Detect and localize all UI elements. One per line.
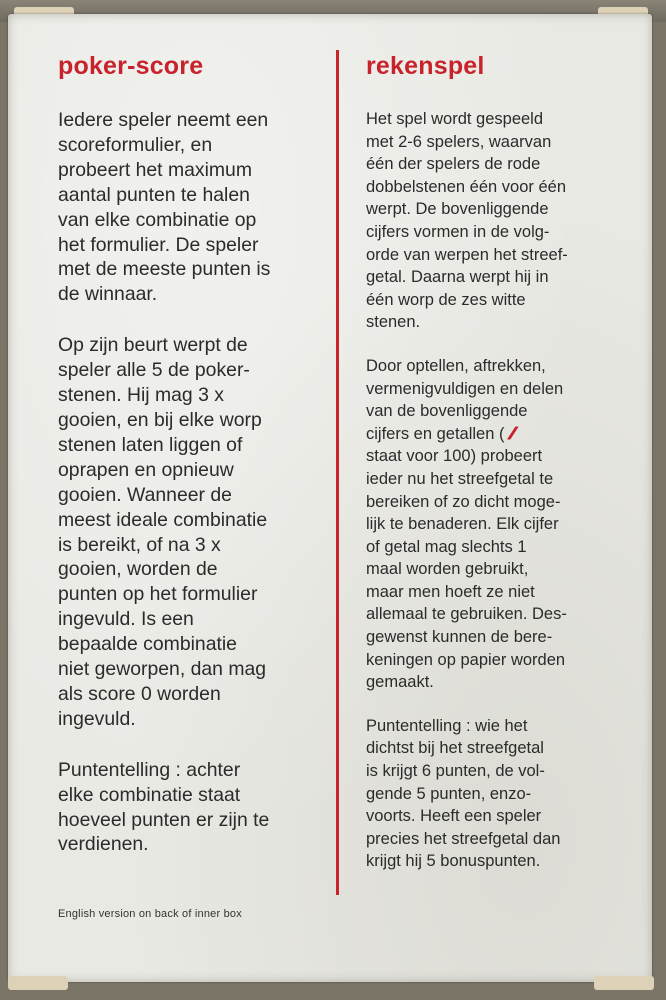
text-line: is bereikt, of na 3 x bbox=[58, 533, 221, 556]
text-line: getal. Daarna werpt hij in bbox=[366, 268, 549, 287]
text-line: cijfers vormen in de volg- bbox=[366, 222, 550, 241]
text-line: ieder nu het streefgetal te bbox=[366, 469, 554, 488]
text-line: voorts. Heeft een speler bbox=[366, 807, 542, 826]
text-line: is krijgt 6 punten, de vol- bbox=[366, 762, 545, 781]
text-line: stenen laten liggen of bbox=[58, 433, 243, 456]
text-line: speler alle 5 de poker- bbox=[58, 359, 250, 382]
text-line: lijk te benaderen. Elk cijfer bbox=[366, 515, 559, 534]
rekenspel-title: rekenspel bbox=[366, 52, 485, 80]
text-line: dobbelstenen één voor één bbox=[366, 177, 566, 196]
text-line: verdienen. bbox=[58, 833, 149, 856]
text-line: meest ideale combinatie bbox=[58, 508, 268, 531]
text-line: maar men hoeft ze niet bbox=[366, 582, 535, 601]
scoring-paragraph bbox=[366, 715, 642, 873]
text-line: aantal punten te halen bbox=[58, 183, 250, 206]
text-line: bepaalde combinatie bbox=[58, 633, 237, 656]
text-line: gooien, worden de bbox=[58, 558, 218, 581]
text-line: één der spelers de rode bbox=[366, 155, 541, 174]
poker-score-column bbox=[58, 108, 328, 883]
text-line: Door optellen, aftrekken, bbox=[366, 356, 546, 375]
column-divider bbox=[336, 50, 339, 895]
text-line: keningen op papier worden bbox=[366, 650, 566, 669]
rules-paragraph bbox=[58, 108, 328, 307]
rekenspel-column bbox=[366, 108, 642, 894]
text-line: scoreformulier, en bbox=[58, 133, 213, 156]
rules-paragraph bbox=[58, 333, 328, 732]
text-line: punten op het formulier bbox=[58, 583, 258, 606]
text-line: Puntentelling : achter bbox=[58, 758, 241, 781]
text-line: Puntentelling : wie het bbox=[366, 716, 528, 735]
hundred-symbol-icon: /// bbox=[506, 423, 515, 443]
text-line: van elke combinatie op bbox=[58, 208, 257, 231]
text-line: ingevuld. bbox=[58, 707, 136, 730]
rules-paragraph bbox=[366, 108, 642, 334]
text-line: probeert het maximum bbox=[58, 158, 252, 181]
text-line: krijgt hij 5 bonuspunten. bbox=[366, 852, 541, 871]
text-line: orde van werpen het streef- bbox=[366, 245, 568, 264]
footer-note: English version on back of inner box bbox=[58, 908, 242, 920]
text-line: van de bovenliggende bbox=[366, 402, 528, 421]
text-line: ingevuld. Is een bbox=[58, 608, 194, 631]
text-line: stenen. bbox=[366, 313, 421, 332]
text-line: Het spel wordt gespeeld bbox=[366, 110, 544, 128]
box-flap bbox=[594, 976, 654, 990]
text-line: vermenigvuldigen en delen bbox=[366, 379, 564, 398]
text-line: hoeveel punten er zijn te bbox=[58, 808, 270, 831]
text-line: niet geworpen, dan mag bbox=[58, 658, 267, 681]
text-line: allemaal te gebruiken. Des- bbox=[366, 605, 567, 624]
text-line: werpt. De bovenliggende bbox=[366, 200, 549, 219]
text-line: bereiken of zo dicht moge- bbox=[366, 492, 561, 511]
box-flap bbox=[8, 976, 68, 990]
text-line: de winnaar. bbox=[58, 283, 158, 306]
text-line: stenen. Hij mag 3 x bbox=[58, 384, 224, 407]
text-fragment: cijfers en getallen ( bbox=[366, 424, 505, 443]
scoring-paragraph bbox=[58, 758, 328, 858]
text-line: Iedere speler neemt een bbox=[58, 109, 269, 131]
text-line: gende 5 punten, enzo- bbox=[366, 784, 532, 803]
text-line: één worp de zes witte bbox=[366, 290, 526, 309]
text-line: precies het streefgetal dan bbox=[366, 829, 561, 848]
text-line: met de meeste punten is bbox=[58, 258, 271, 281]
text-line: het formulier. De speler bbox=[58, 233, 259, 256]
text-line: dichtst bij het streefgetal bbox=[366, 739, 544, 758]
text-line bbox=[366, 423, 642, 446]
text-line: of getal mag slechts 1 bbox=[366, 537, 527, 556]
text-line: met 2-6 spelers, waarvan bbox=[366, 132, 552, 151]
text-line: oprapen en opnieuw bbox=[58, 458, 234, 481]
text-line: maal worden gebruikt, bbox=[366, 560, 529, 579]
text-line: gemaakt. bbox=[366, 673, 434, 692]
poker-score-title: poker-score bbox=[58, 52, 204, 80]
text-line: gooien. Wanneer de bbox=[58, 483, 232, 506]
text-line: Op zijn beurt werpt de bbox=[58, 334, 248, 357]
text-line: als score 0 worden bbox=[58, 682, 221, 705]
text-line: gewenst kunnen de bere- bbox=[366, 628, 553, 647]
text-line: gooien, en bij elke worp bbox=[58, 408, 262, 431]
text-line: staat voor 100) probeert bbox=[366, 447, 543, 466]
rules-paragraph bbox=[366, 355, 642, 694]
text-line: elke combinatie staat bbox=[58, 783, 241, 806]
